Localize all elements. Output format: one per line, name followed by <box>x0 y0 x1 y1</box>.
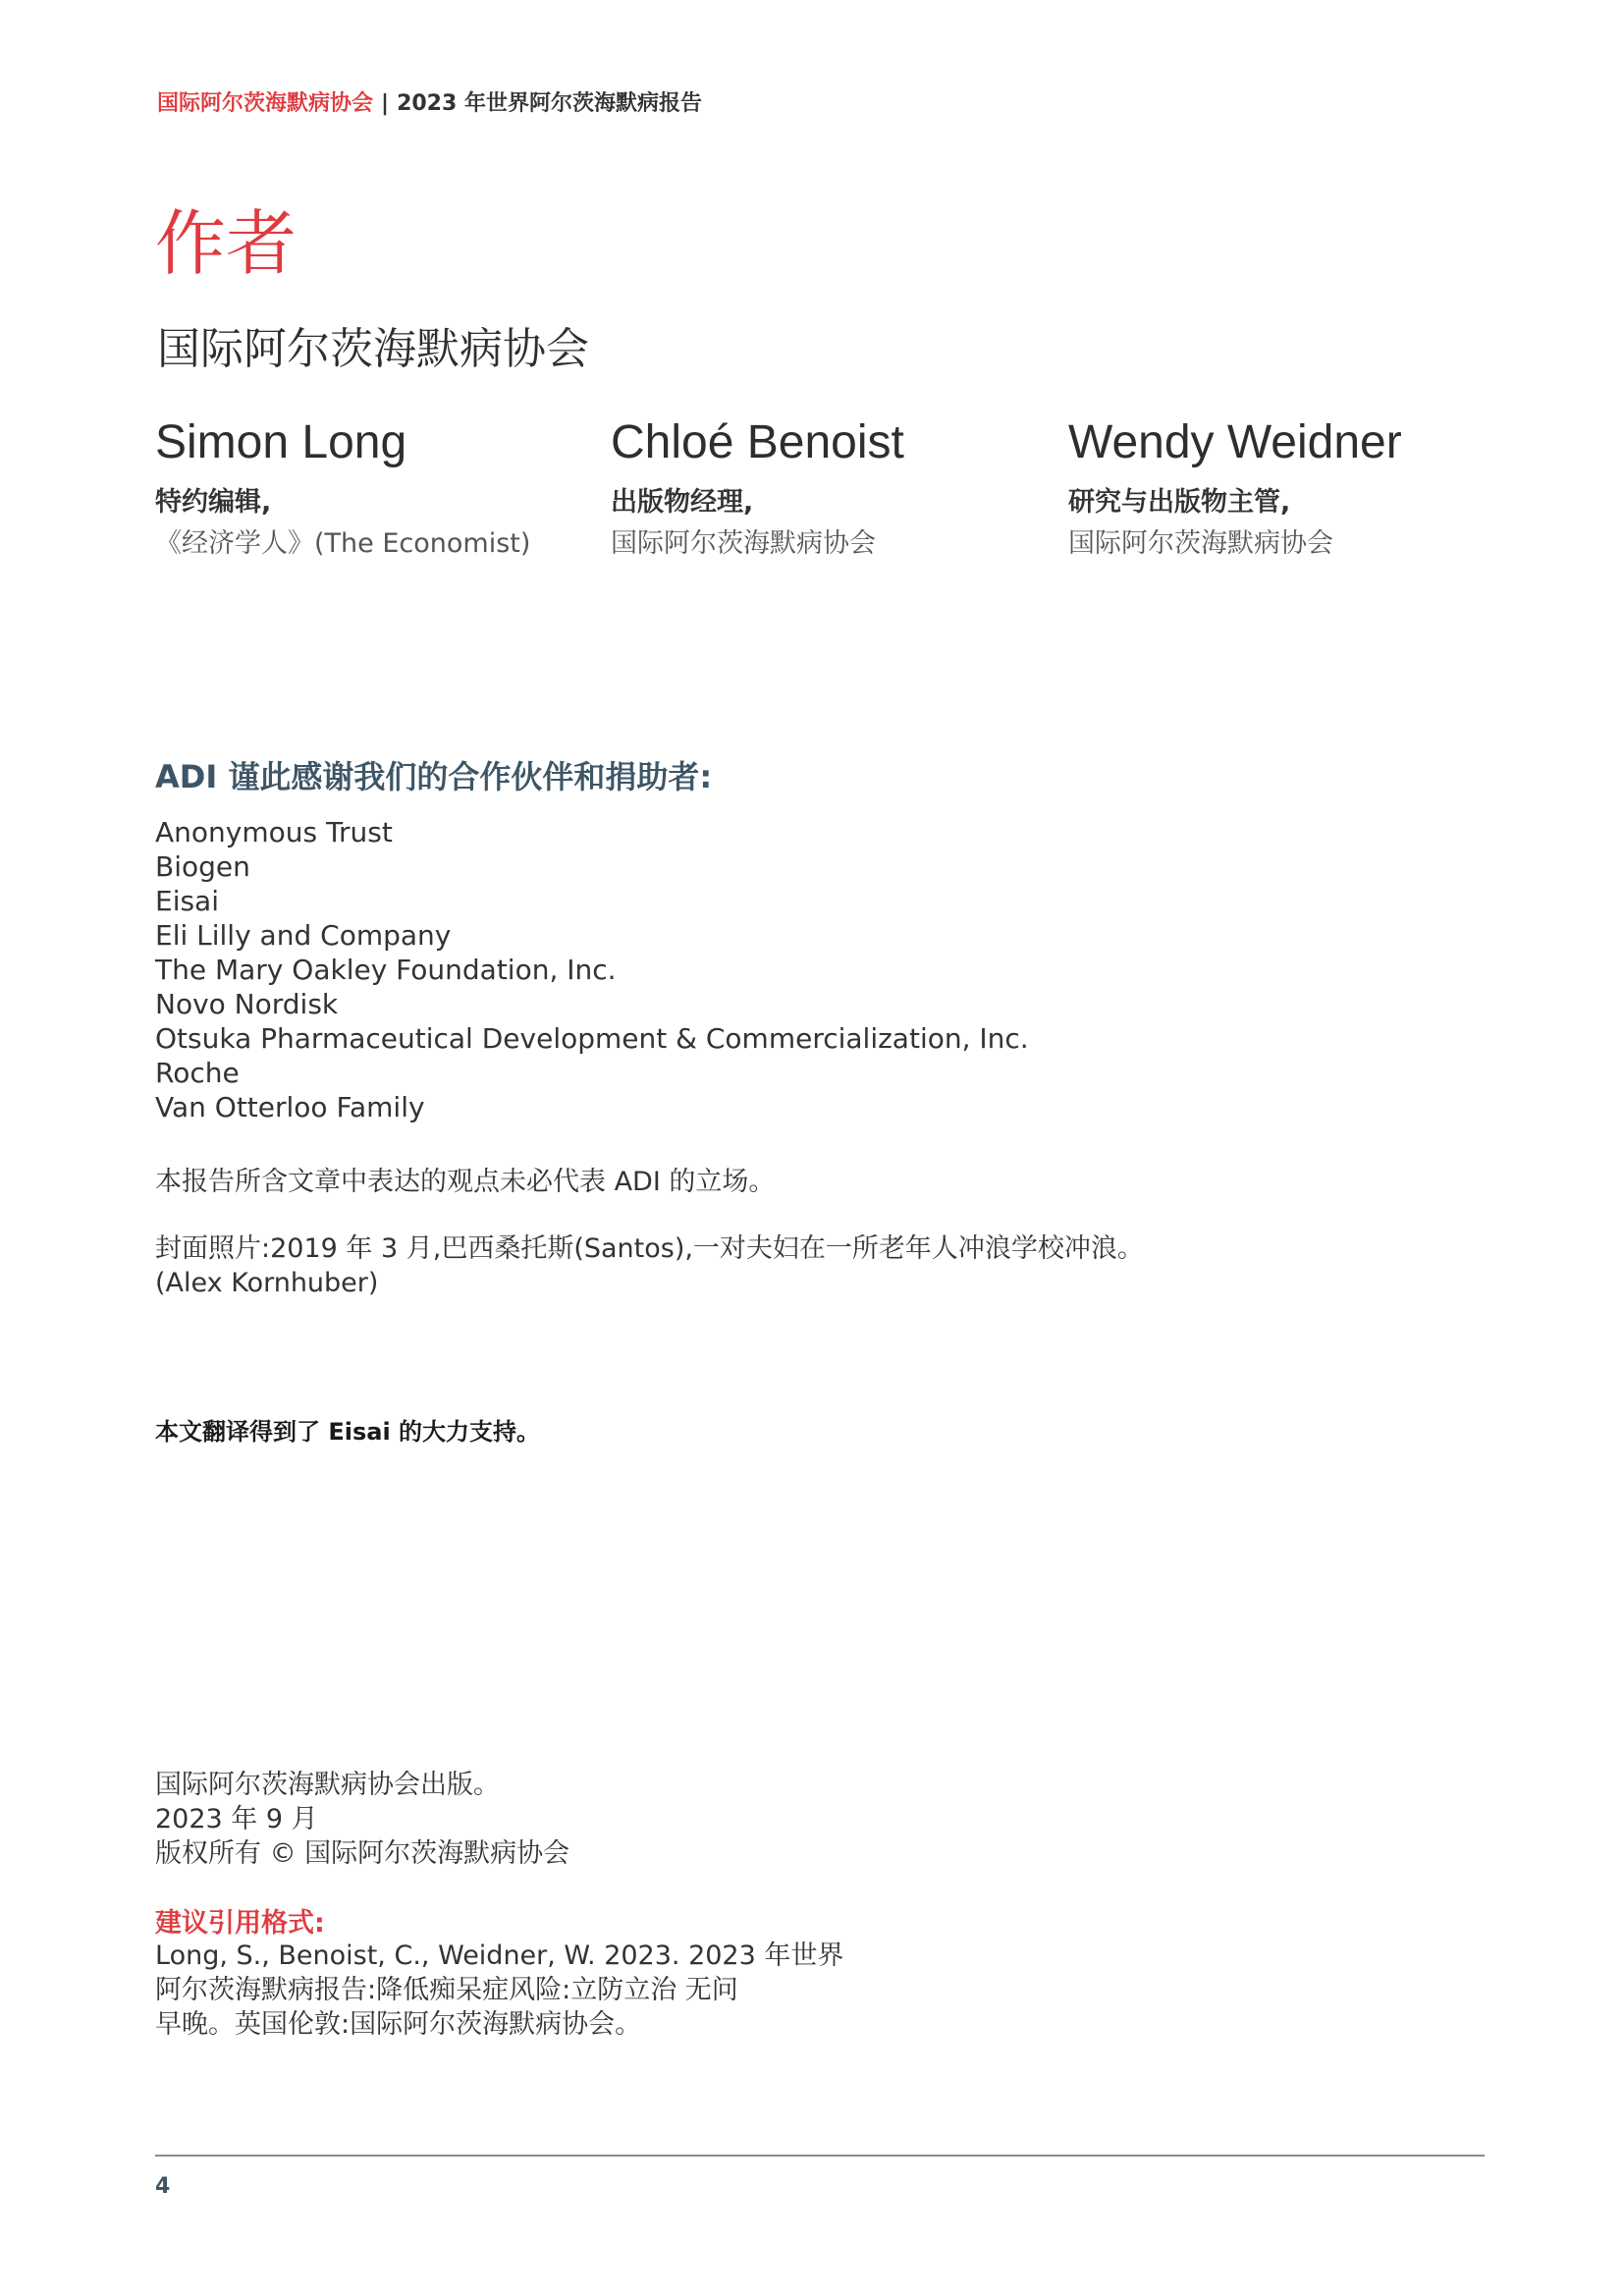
partner-item: Eli Lilly and Company <box>155 919 452 952</box>
running-header <box>157 86 702 117</box>
partner-item: Roche <box>155 1057 240 1089</box>
cover-photo-caption: 封面照片:2019 年 3 月,巴西桑托斯(Santos),一对夫妇在一所老年人冲浪学校冲浪。 <box>155 1233 1144 1264</box>
section-title: 作者 <box>155 202 298 285</box>
header-report-title: 2023 年世界阿尔茨海默病报告 <box>397 91 702 116</box>
header-separator: | <box>381 91 390 116</box>
citation-line: 阿尔茨海默病报告:降低痴呆症风险:立防立治 无问 <box>155 1975 738 2005</box>
organization-name: 国际阿尔茨海默病协会 <box>157 324 589 374</box>
publication-date: 2023 年 9 月 <box>155 1804 318 1834</box>
translation-note: 本文翻译得到了 Eisai 的大力支持。 <box>155 1418 541 1446</box>
author-name: Wendy Weidner <box>1068 416 1402 468</box>
page-number: 4 <box>155 2174 171 2199</box>
author-role: 特约编辑, <box>155 486 272 518</box>
publisher-info <box>155 1768 569 1871</box>
author-role: 研究与出版物主管, <box>1068 486 1291 518</box>
author-affiliation: 国际阿尔茨海默病协会 <box>1068 528 1333 560</box>
author-card <box>155 414 577 565</box>
partner-item: Eisai <box>155 885 219 917</box>
cover-photo-credit <box>155 1231 1144 1300</box>
partner-item: The Mary Oakley Foundation, Inc. <box>155 954 617 986</box>
partner-item: Novo Nordisk <box>155 988 339 1020</box>
publisher-line: 国际阿尔茨海默病协会出版。 <box>155 1770 500 1800</box>
citation-heading: 建议引用格式: <box>155 1908 325 1939</box>
partner-list <box>155 815 1029 1124</box>
citation-line: Long, S., Benoist, C., Weidner, W. 2023. 2023 年世界 <box>155 1941 844 1971</box>
partner-item: Van Otterloo Family <box>155 1091 425 1123</box>
copyright-line: 版权所有 © 国际阿尔茨海默病协会 <box>155 1838 570 1869</box>
author-affiliation: 国际阿尔茨海默病协会 <box>611 528 876 560</box>
header-org: 国际阿尔茨海默病协会 <box>157 91 374 116</box>
author-name: Chloé Benoist <box>611 416 904 468</box>
disclaimer: 本报告所含文章中表达的观点未必代表 ADI 的立场。 <box>155 1167 776 1197</box>
footer-divider <box>155 2155 1485 2157</box>
partner-item: Biogen <box>155 850 250 883</box>
acknowledgements-heading: ADI 谨此感谢我们的合作伙伴和捐助者: <box>155 758 713 795</box>
author-role: 出版物经理, <box>611 486 754 518</box>
partner-item: Anonymous Trust <box>155 816 393 848</box>
cover-photo-photographer: (Alex Kornhuber) <box>155 1268 379 1298</box>
author-card <box>1068 414 1490 565</box>
partner-item: Otsuka Pharmaceutical Development & Commercialization, Inc. <box>155 1022 1029 1055</box>
citation-text <box>155 1939 843 2042</box>
author-affiliation: 《经济学人》(The Economist) <box>155 528 531 560</box>
author-name: Simon Long <box>155 416 407 468</box>
citation-line: 早晚。英国伦敦:国际阿尔茨海默病协会。 <box>155 2009 642 2040</box>
author-card <box>611 414 1033 565</box>
